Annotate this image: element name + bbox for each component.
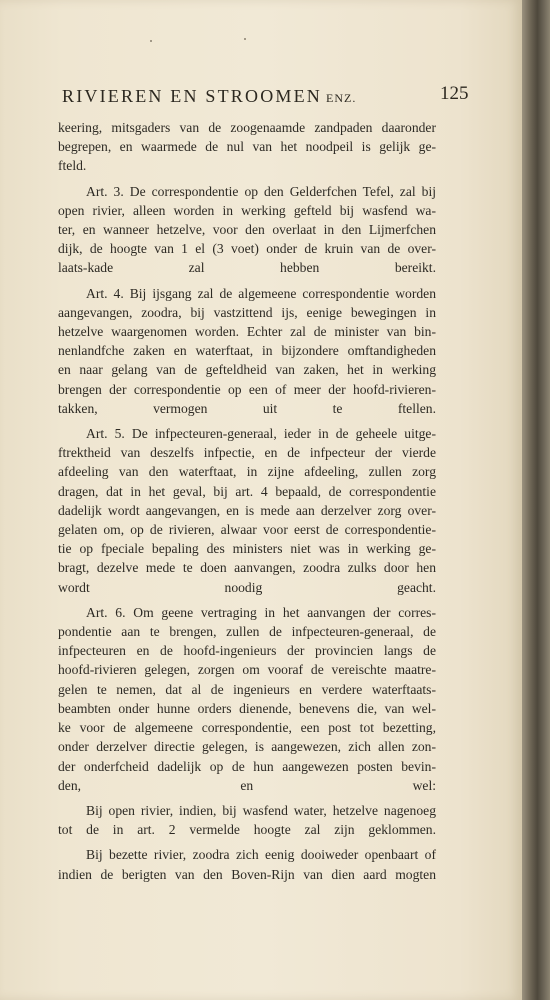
running-head-suffix: ENZ. — [326, 91, 357, 105]
paragraph-art-5 — [58, 424, 436, 597]
text-line: afdeeling van den waterftaat, in zijne afdeeling, zullen zorg — [58, 464, 436, 480]
text-line: nenlandfche zaken en waterftaat, in bijzondere omftandigheden — [58, 343, 436, 359]
text-line: den, en wel: — [58, 777, 436, 793]
text-line: dijk, de hoogte van 1 el (3 voet) onder de kruin van de over- — [58, 241, 436, 257]
text-line: infpecteuren en de hoofd-ingenieurs der provincien langs de — [58, 643, 436, 659]
paragraph-art-3 — [58, 182, 436, 278]
running-head — [62, 86, 432, 107]
text-line: der onderfcheid dadelijk op de hun aangewezen posten bevin- — [58, 758, 436, 774]
text-line: tot de in art. 2 vermelde hoogte zal zijn geklommen. — [58, 822, 436, 838]
text-line: takken, vermogen uit te ftellen. — [58, 400, 436, 416]
text-line: dadelijk wordt aangevangen, en is mede aan derzelver zorg over- — [58, 502, 436, 518]
paragraph-art-4 — [58, 284, 436, 418]
paragraph-continuation — [58, 118, 436, 176]
paper-speck — [150, 40, 152, 42]
text-line: Art. 3. De correspondentie op den Gelderfchen Tefel, zal bij — [86, 183, 436, 199]
text-line: Bij bezette rivier, zoodra zich eenig dooiweder openbaart of — [86, 847, 436, 863]
text-line: brengen der correspondentie op een of meer der hoofd-rivieren- — [58, 381, 436, 397]
text-line: ftrektheid van deszelfs infpectie, en de infpecteur der vierde — [58, 445, 436, 461]
text-line: Bij open rivier, indien, bij wasfend water, hetzelve nagenoeg — [86, 802, 436, 818]
text-line: keering, mitsgaders van de zoogenaamde zandpaden daaronder — [58, 120, 436, 135]
text-line: ter, en wanneer hetzelve, voor den overlaat in den Lijmerfchen — [58, 222, 436, 238]
text-line: pondentie aan te brengen, zullen de infpecteuren-generaal, de — [58, 624, 436, 640]
page-number: 125 — [440, 83, 469, 104]
body-text — [58, 118, 436, 890]
text-line: wordt noodig geacht. — [58, 579, 436, 595]
text-line: aangevangen, zoodra, bij vastzittend ijs, eenige bewegingen in — [58, 304, 436, 320]
text-line: begrepen, en waarmede de nul van het noodpeil is gelijk ge- — [58, 139, 436, 155]
text-line: gelaten om, op de rivieren, alwaar voor eerst de correspondentie- — [58, 522, 436, 538]
text-line: indien de berigten van den Boven-Rijn van dien aard mogten — [58, 866, 436, 882]
text-line: Art. 5. De infpecteuren-generaal, ieder in de geheele uitge- — [86, 426, 436, 442]
text-line: laats-kade zal hebben bereikt. — [58, 260, 436, 276]
text-line: hoofd-rivieren gelegen, zorgen om vooraf de vereischte maatre- — [58, 662, 436, 678]
text-line: open rivier, alleen worden in werking gefteld bij wasfend wa- — [58, 202, 436, 218]
text-line: onder derzelver directie gelegen, is aangewezen, zich allen zon- — [58, 739, 436, 755]
paper-speck — [244, 38, 246, 40]
text-line: en naar gelang van de gefteldheid van zaken, het in werking — [58, 362, 436, 378]
text-line: Art. 4. Bij ijsgang zal de algemeene correspondentie worden — [86, 285, 436, 301]
text-line: fteld. — [58, 158, 87, 174]
book-edge-shadow — [522, 0, 550, 1000]
text-line: gelen te nemen, dat al de ingenieurs en verdere waterftaats- — [58, 681, 436, 697]
paragraph-open-rivier — [58, 801, 436, 839]
text-line: tie op fpeciale bepaling des ministers niet was in werking ge- — [58, 541, 436, 557]
running-head-title: RIVIEREN EN STROOMEN — [62, 86, 322, 106]
text-line: Art. 6. Om geene vertraging in het aanvangen der corres- — [86, 604, 436, 620]
text-line: hetzelve waargenomen worden. Echter zal de minister van bin- — [58, 324, 436, 340]
paragraph-bezette-rivier — [58, 845, 436, 883]
text-line: dragen, dat in het geval, bij art. 4 bepaald, de correspondentie — [58, 483, 436, 499]
text-line: bragt, dezelve mede te doen aanvangen, zoodra zulks door hen — [58, 560, 436, 576]
paragraph-art-6 — [58, 603, 436, 795]
text-line: beambten onder hunne orders dienende, benevens die, van wel- — [58, 700, 436, 716]
text-line: ke voor de algemeene correspondentie, een post tot bezetting, — [58, 720, 436, 736]
